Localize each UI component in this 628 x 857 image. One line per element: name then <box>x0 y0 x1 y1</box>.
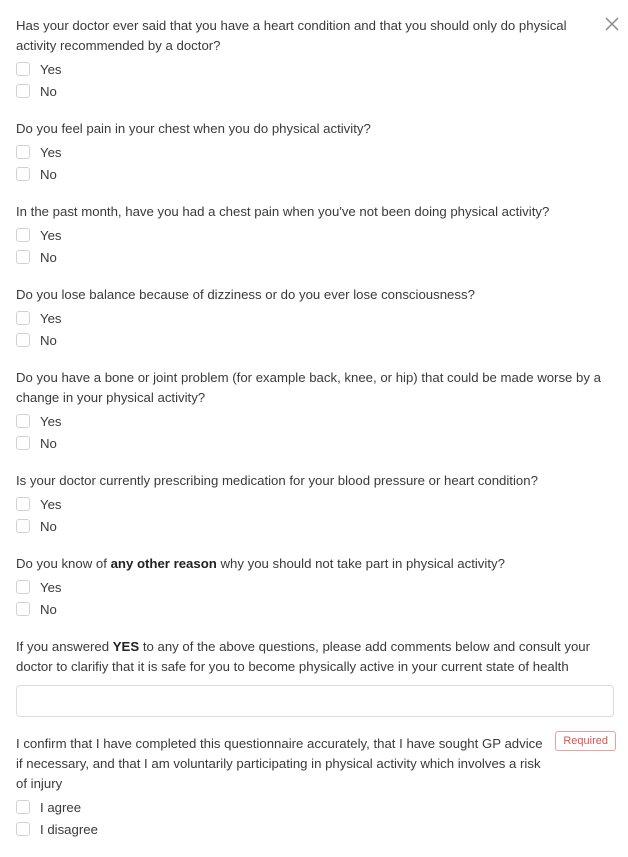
question-text-suffix: why you should not take part in physical activity? <box>216 556 505 571</box>
option-no[interactable] <box>16 246 612 268</box>
option-label: Yes <box>40 227 62 243</box>
confirmation-text: I confirm that I have completed this questionnaire accurately, that I have sought GP advice if necessary, and that I am voluntarily participating in physical activity which involves a risk of injury <box>16 736 543 791</box>
question-text-bold: any other reason <box>110 556 217 571</box>
option-no[interactable] <box>16 598 612 620</box>
option-yes[interactable] <box>16 493 612 515</box>
option-label: Yes <box>40 579 62 595</box>
option-label: No <box>40 249 57 265</box>
option-no[interactable] <box>16 163 612 185</box>
comments-instructions <box>16 637 612 677</box>
option-disagree[interactable] <box>16 818 612 840</box>
question-text: Do you feel pain in your chest when you do physical activity? <box>16 121 371 136</box>
question-dizziness <box>16 285 612 351</box>
option-label: Yes <box>40 496 62 512</box>
yes-checkbox[interactable] <box>16 311 30 325</box>
question-text <box>16 554 612 574</box>
option-label: No <box>40 518 57 534</box>
option-yes[interactable] <box>16 224 612 246</box>
no-checkbox[interactable] <box>16 602 30 616</box>
option-label: Yes <box>40 61 62 77</box>
agree-checkbox[interactable] <box>16 800 30 814</box>
option-no[interactable] <box>16 80 612 102</box>
yes-checkbox[interactable] <box>16 145 30 159</box>
health-questionnaire-form <box>16 16 612 857</box>
option-label: I disagree <box>40 821 98 837</box>
confirmation-section <box>16 734 612 840</box>
question-text: Do you have a bone or joint problem (for example back, knee, or hip) that could be made worse by a change in your physical activity? <box>16 370 601 405</box>
yes-checkbox[interactable] <box>16 228 30 242</box>
option-label: Yes <box>40 413 62 429</box>
option-yes[interactable] <box>16 576 612 598</box>
option-label: Yes <box>40 144 62 160</box>
question-text: Has your doctor ever said that you have a heart condition and that you should only do physical activity recommended by a doctor? <box>16 18 567 53</box>
option-no[interactable] <box>16 515 612 537</box>
question-medication <box>16 471 612 537</box>
option-label: No <box>40 83 57 99</box>
question-chest-pain-rest <box>16 202 612 268</box>
no-checkbox[interactable] <box>16 250 30 264</box>
option-yes[interactable] <box>16 307 612 329</box>
question-text: Is your doctor currently prescribing medication for your blood pressure or heart condition? <box>16 473 538 488</box>
comments-input[interactable] <box>16 685 614 717</box>
comments-bold: YES <box>112 639 140 654</box>
no-checkbox[interactable] <box>16 84 30 98</box>
required-badge: Required <box>555 731 616 751</box>
yes-checkbox[interactable] <box>16 62 30 76</box>
yes-checkbox[interactable] <box>16 414 30 428</box>
disagree-checkbox[interactable] <box>16 822 30 836</box>
option-agree[interactable] <box>16 796 612 818</box>
no-checkbox[interactable] <box>16 519 30 533</box>
comments-prefix: If you answered <box>16 639 113 654</box>
comments-suffix: to any of the above questions, please add comments below and consult your doctor to clarifiy that it is safe for you to become physically active in your current state of health <box>16 639 591 674</box>
comments-section <box>16 637 612 717</box>
option-label: No <box>40 332 57 348</box>
no-checkbox[interactable] <box>16 333 30 347</box>
option-label: Yes <box>40 310 62 326</box>
option-label: No <box>40 435 57 451</box>
option-no[interactable] <box>16 329 612 351</box>
option-label: No <box>40 601 57 617</box>
option-label: I agree <box>40 799 82 815</box>
yes-checkbox[interactable] <box>16 580 30 594</box>
question-text-prefix: Do you know of <box>16 556 111 571</box>
yes-checkbox[interactable] <box>16 497 30 511</box>
question-bone-joint <box>16 368 612 454</box>
option-yes[interactable] <box>16 58 612 80</box>
option-yes[interactable] <box>16 410 612 432</box>
question-text: In the past month, have you had a chest pain when you've not been doing physical activity? <box>16 204 550 219</box>
option-label: No <box>40 166 57 182</box>
no-checkbox[interactable] <box>16 167 30 181</box>
no-checkbox[interactable] <box>16 436 30 450</box>
question-heart-condition <box>16 16 612 102</box>
option-yes[interactable] <box>16 141 612 163</box>
question-other-reason <box>16 554 612 620</box>
question-chest-pain-activity <box>16 119 612 185</box>
option-no[interactable] <box>16 432 612 454</box>
question-text: Do you lose balance because of dizziness or do you ever lose consciousness? <box>16 287 475 302</box>
